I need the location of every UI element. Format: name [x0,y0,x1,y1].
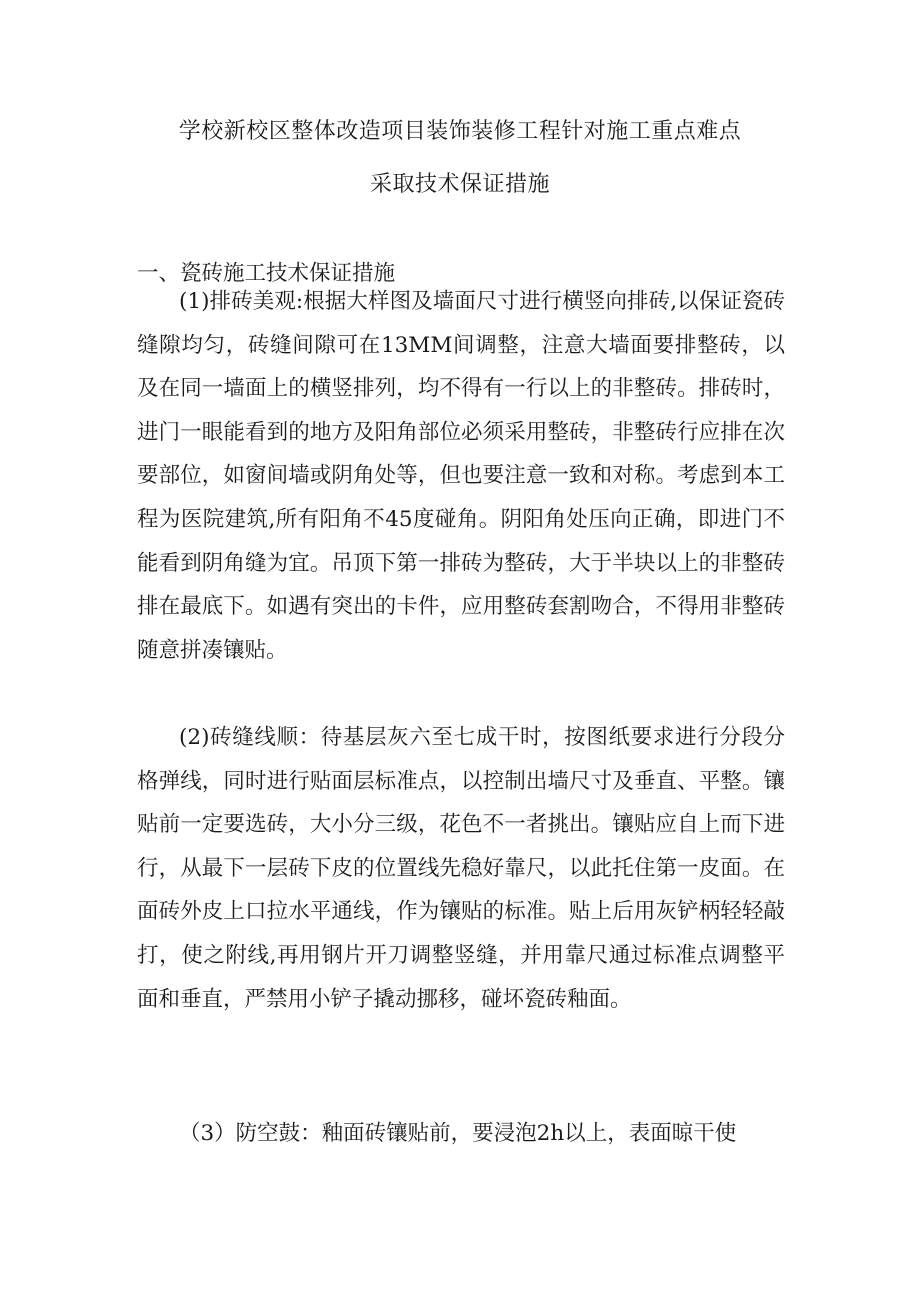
paragraph-1: (1)排砖美观:根据大样图及墙面尺寸进行横竖向排砖,以保证瓷砖缝隙均匀，砖缝间隙可在13MM间调整，注意大墙面要排整砖，以及在同一墙面上的横竖排列，均不得有一行以上的非整砖。排砖时，进门一眼能看到的地方及阳角部位必须采用整砖，非整砖行应排在次要部位，如窗间墙或阴角处等，但也要注意一致和对称。考虑到本工程为医院建筑,所有阳角不45度碰角。阴阳角处压向正确，即进门不能看到阴角缝为宜。吊顶下第一排砖为整砖，大于半块以上的非整砖排在最底下。如遇有突出的卡件，应用整砖套割吻合，不得用非整砖随意拼凑镶贴。 [137,289,785,663]
document-title-line-1: 学校新校区整体改造项目装饰装修工程针对施工重点难点 [178,119,742,144]
section-heading: 一、瓷砖施工技术保证措施 [137,261,396,286]
document-title-line-2: 采取技术保证措施 [369,172,550,197]
paragraph-3: （3）防空鼓：釉面砖镶贴前，要浸泡2h以上，表面晾干使 [179,1121,737,1146]
paragraph-2: (2)砖缝线顺：待基层灰六至七成干时，按图纸要求进行分段分格弹线，同时进行贴面层标准点，以控制出墙尺寸及垂直、平整。镶贴前一定要选砖，大小分三级，花色不一者挑出。镶贴应自上而下进行，从最下一层砖下皮的位置线先稳好靠尺，以此托住第一皮面。在面砖外皮上口拉水平通线，作为镶贴的标准。贴上后用灰铲柄轻轻敲打，使之附线,再用钢片开刀调整竖缝，并用靠尺通过标准点调整平面和垂直，严禁用小铲子撬动挪移，碰坏瓷砖釉面。 [137,725,785,1012]
